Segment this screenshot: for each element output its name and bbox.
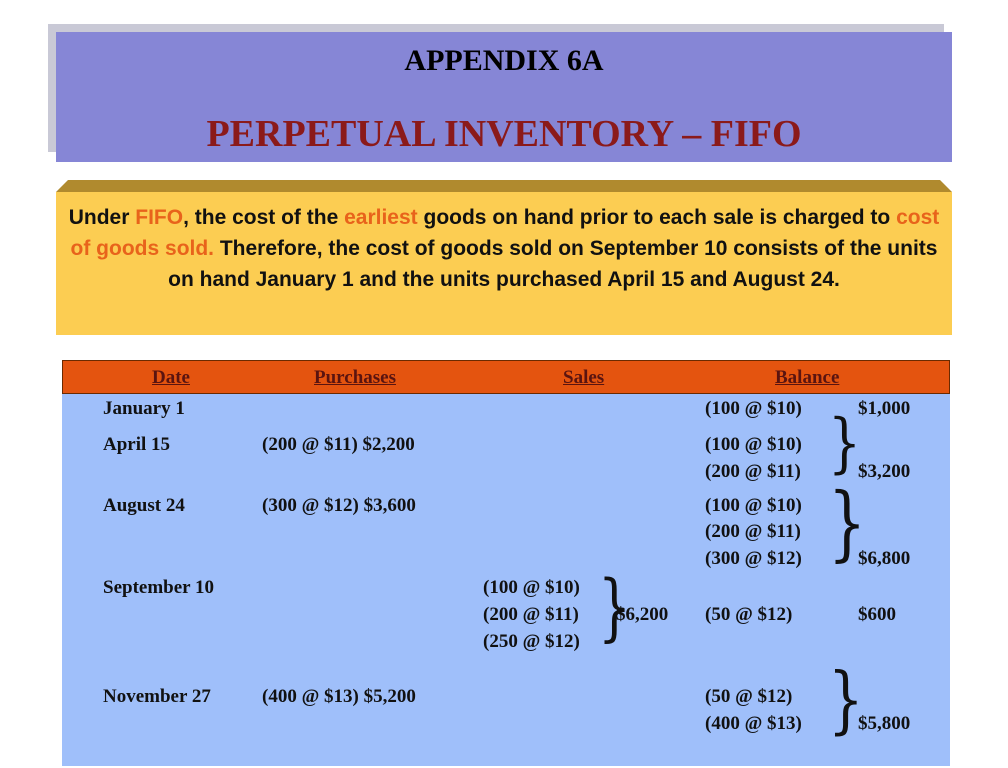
balance-layer: (300 @ $12) (705, 548, 802, 569)
header-date: Date (152, 367, 190, 388)
balance-total: $600 (858, 604, 896, 625)
note-text-part: Therefore, the cost of goods sold on September 10 consists of the units on hand January 1 and the units purchased April 15 and August 24. (168, 237, 938, 291)
balance-layer: (100 @ $10) (705, 495, 802, 516)
fifo-explanation-box (56, 192, 952, 335)
header-sales: Sales (563, 367, 605, 388)
sale-total: $6,200 (616, 604, 669, 625)
right-brace-icon: } (828, 406, 862, 481)
balance-total: $3,200 (858, 461, 911, 482)
highlight-earliest: earliest (344, 206, 418, 229)
balance-layer: (100 @ $10) (705, 398, 802, 419)
table-header (62, 360, 950, 394)
balance-layer: (50 @ $12) (705, 686, 793, 707)
right-brace-icon: } (828, 658, 864, 743)
title-banner (56, 32, 952, 162)
header-purchases: Purchases (314, 367, 396, 388)
row-date: September 10 (103, 577, 214, 598)
sale-layer: (250 @ $12) (483, 631, 580, 652)
row-date: April 15 (103, 434, 171, 455)
balance-layer: (50 @ $12) (705, 604, 793, 625)
fifo-explanation-text (64, 202, 944, 295)
highlight-cost-of-goods-sold: cost of goods sold. (70, 206, 940, 260)
purchase-entry: (300 @ $12) $3,600 (262, 495, 416, 516)
note-bevel (56, 180, 952, 192)
sale-layer: (100 @ $10) (483, 577, 580, 598)
inventory-table (62, 380, 950, 766)
page-title: PERPETUAL INVENTORY – FIFO (206, 113, 802, 155)
right-brace-icon: } (598, 566, 632, 650)
note-text-part: , the cost of the (183, 206, 345, 229)
appendix-title: APPENDIX 6A (404, 44, 604, 77)
balance-layer: (200 @ $11) (705, 521, 801, 542)
balance-total: $6,800 (858, 548, 911, 569)
balance-layer: (400 @ $13) (705, 713, 802, 734)
header-balance: Balance (775, 367, 840, 388)
highlight-fifo: FIFO (135, 206, 184, 229)
balance-total: $5,800 (858, 713, 911, 734)
balance-layer: (200 @ $11) (705, 461, 801, 482)
row-date: January 1 (103, 398, 185, 419)
note-text-part: goods on hand prior to each sale is charged to (417, 206, 897, 229)
row-date: November 27 (103, 686, 211, 707)
row-date: August 24 (103, 495, 185, 516)
note-text-part: Under (68, 206, 136, 229)
right-brace-icon: } (828, 476, 867, 571)
balance-total: $1,000 (858, 398, 911, 419)
purchase-entry: (400 @ $13) $5,200 (262, 686, 416, 707)
balance-layer: (100 @ $10) (705, 434, 802, 455)
sale-layer: (200 @ $11) (483, 604, 579, 625)
purchase-entry: (200 @ $11) $2,200 (262, 434, 415, 455)
